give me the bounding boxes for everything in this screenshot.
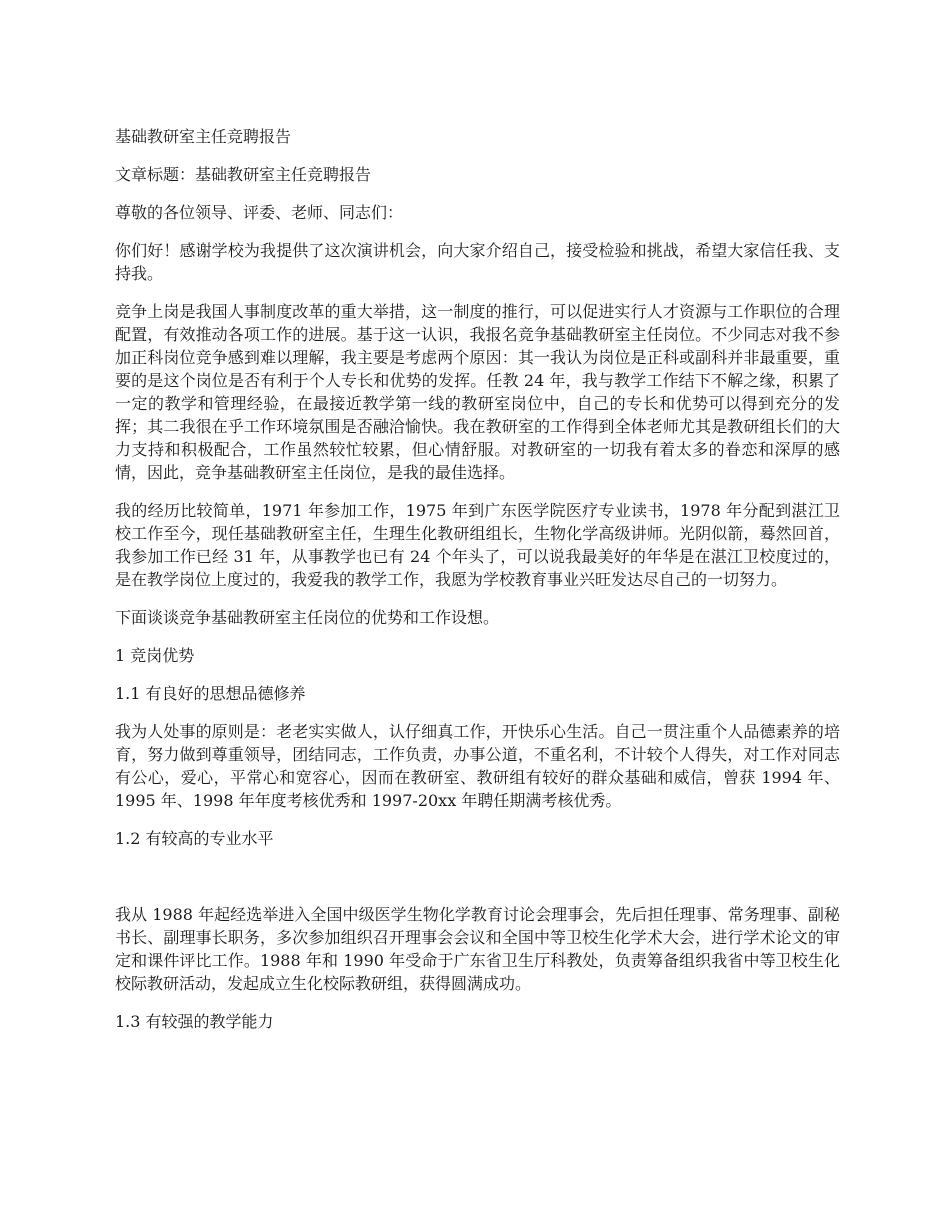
article-title: 文章标题：基础教研室主任竞聘报告 [115, 165, 372, 184]
paragraph-professional: 我从 1988 年起经选举进入全国中级医学生物化学教育讨论会理事会，先后担任理事、常务理事、副秘书长、副理事长职务，多次参加组织召开理事会会议和全国中等卫校生化学术大会，进行学术论文的审定和课件评比工作。1988 年和 1990 年受命于广东省卫生厅科教处，负责筹备组织我省中等卫校生化校际教研活动，发起成立生化校际教研组，获得圆满成功。 [115, 905, 840, 993]
section-heading-advantages: 1 竞岗优势 [115, 646, 195, 665]
subsection-heading-professional: 1.2 有较高的专业水平 [115, 829, 274, 848]
blank-space [115, 865, 840, 903]
paragraph-intro-advantages: 下面谈谈竞争基础教研室主任岗位的优势和工作设想。 [115, 608, 500, 627]
paragraph-competition-reasons: 竞争上岗是我国人事制度改革的重大举措，这一制度的推行，可以促进实行人才资源与工作职位的合理配置，有效推动各项工作的进展。基于这一认识，我报名竞争基础教研室主任岗位。不少同志对我不参加正科岗位竞争感到难以理解，我主要是考虑两个原因：其一我认为岗位是正科或副科并非最重要，重要的是这个岗位是否有利于个人专长和优势的发挥。任教 24 年，我与教学工作结下不解之缘，积累了一定的教学和管理经验，在最接近教学第一线的教研室岗位中，自己的专长和优势可以得到充分的发挥；其二我很在乎工作环境氛围是否融洽愉快。我在教研室的工作得到全体老师尤其是教研组长们的大力支持和积极配合，工作虽然较忙较累，但心情舒服。对教研室的一切我有着太多的眷恋和深厚的感情，因此，竞争基础教研室主任岗位，是我的最佳选择。 [115, 302, 840, 482]
subsection-heading-teaching: 1.3 有较强的教学能力 [115, 1012, 274, 1031]
paragraph-experience: 我的经历比较简单，1971 年参加工作，1975 年到广东医学院医疗专业读书，1978 年分配到湛江卫校工作至今，现任基础教研室主任，生理生化教研组组长，生物化学高级讲师。光阴似箭，蓦然回首，我参加工作已经 31 年，从事教学也已有 24 个年头了，可以说我最美好的年华是在湛江卫校度过的，是在教学岗位上度过的，我爱我的教学工作，我愿为学校教育事业兴旺发达尽自己的一切努力。 [115, 501, 840, 589]
document-page [115, 125, 840, 1048]
paragraph-greeting: 你们好！感谢学校为我提供了这次演讲机会，向大家介绍自己，接受检验和挑战，希望大家信任我、支持我。 [115, 241, 840, 283]
document-title: 基础教研室主任竞聘报告 [115, 127, 292, 146]
subsection-heading-moral: 1.1 有良好的思想品德修养 [115, 684, 306, 703]
paragraph-moral: 我为人处事的原则是：老老实实做人，认仔细真工作，开快乐心生活。自己一贯注重个人品德素养的培育，努力做到尊重领导，团结同志，工作负责，办事公道，不重名利，不计较个人得失，对工作对同志有公心，爱心，平常心和宽容心，因而在教研室、教研组有较好的群众基础和威信，曾获 1994 年、1995 年、1998 年年度考核优秀和 1997-20xx 年聘任期满考核优秀。 [115, 722, 840, 810]
salutation: 尊敬的各位领导、评委、老师、同志们： [115, 203, 404, 222]
